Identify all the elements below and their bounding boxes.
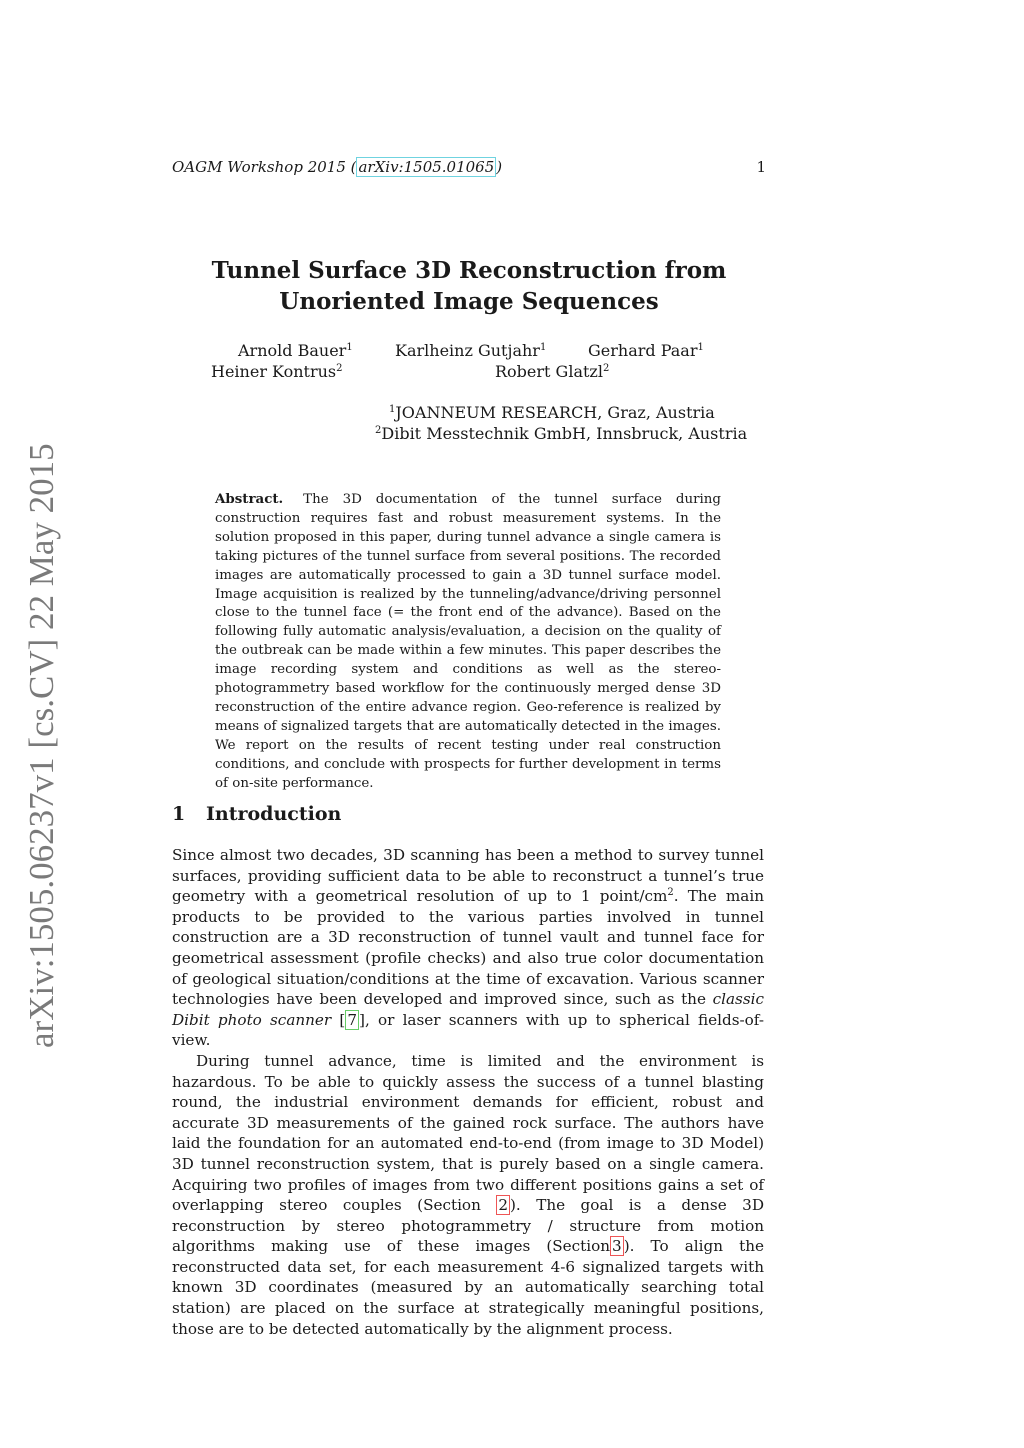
venue-text: OAGM Workshop 2015 ( xyxy=(172,158,357,176)
introduction-body xyxy=(172,845,764,1339)
abstract xyxy=(215,490,721,794)
title-line-1: Tunnel Surface 3D Reconstruction from xyxy=(211,257,727,284)
section-ref-link[interactable]: 2 xyxy=(498,1196,508,1215)
affiliation-1: $^1$JOANNEUM RESEARCH, Graz, Austria xyxy=(389,403,715,422)
author: Gerhard Paar$^1$ xyxy=(588,341,704,360)
arxiv-link[interactable]: arXiv:1505.01065 xyxy=(358,158,495,176)
author: Heiner Kontrus$^2$ xyxy=(211,362,343,381)
section-title: Introduction xyxy=(206,803,342,825)
title-line-2: Unoriented Image Sequences xyxy=(279,288,659,315)
paragraph-1: Since almost two decades, 3D scanning has been a method to survey tunnel surfaces, providing sufficient data to be able to reconstruct a tunnel’s true geometry with a geometrical resolution of up to 1 point/$cm^2$. The main products to be provided to the various parties involved in tunnel construction are a 3D reconstruction of tunnel vault and tunnel face for geometrical assessment (profile checks) and also true color documentation of geological situation/conditions at the time of excavation. Various scanner technologies have been developed and improved since, such as the classic Dibit photo scanner [ 7 ], or laser scanners with up to spherical fields-of-view. xyxy=(172,846,764,1050)
abstract-text: The 3D documentation of the tunnel surface during construction requires fast and robust measurement systems. In the solution proposed in this paper, during tunnel advance a single camera is taking pictures of the tunnel surface from several positions. The recorded images are automatically processed to gain a 3D tunnel surface model. Image acquisition is realized by the tunneling/advance/driving personnel close to the tunnel face (= the front end of the advance). Based on the following fully automatic analysis/evaluation, a decision on the quality of the outbreak can be made within a few minutes. This paper describes the image recording system and conditions as well as the stereo-photogrammetry based workflow for the continuously merged dense 3D reconstruction of the entire advance region. Geo-reference is realized by means of signalized targets that are automatically detected in the images. We report on the results of recent testing under real construction conditions, and conclude with prospects for further development in terms of on-site performance. xyxy=(215,492,721,791)
section-ref-link[interactable]: 3 xyxy=(612,1237,622,1256)
section-heading xyxy=(172,803,341,825)
page-number: 1 xyxy=(756,158,766,176)
italic-term: classic Dibit photo scanner xyxy=(172,990,764,1029)
author: Karlheinz Gutjahr$^1$ xyxy=(395,341,547,360)
section-number: 1 xyxy=(172,803,186,825)
arxiv-side-identifier: arXiv:1505.06237v1 [cs.CV] 22 May 2015 xyxy=(22,443,61,1048)
author: Arnold Bauer$^1$ xyxy=(238,341,353,360)
running-header xyxy=(172,158,766,176)
paragraph-2: During tunnel advance, time is limited and the environment is hazardous. To be able to quickly assess the success of a tunnel blasting round, the industrial environment demands for efficient, robust and accurate 3D measurements of the gained rock surface. The authors have laid the foundation for an automated end-to-end (from image to 3D Model) 3D tunnel reconstruction system, that is purely based on a single camera. Acquiring two profiles of images from two different positions gains a set of overlapping stereo couples (Section 2 ). The goal is a dense 3D reconstruction by stereo photogrammetry / structure from motion algorithms making use of these images (Section 3 ). To align the reconstructed data set, for each measurement 4-6 signalized targets with known 3D coordinates (measured by an automatically searching total station) are placed on the surface at strategically meaningful positions, those are to be detected automatically by the alignment process. xyxy=(172,1051,764,1338)
paper-title xyxy=(172,255,766,317)
citation-link[interactable]: 7 xyxy=(347,1010,357,1029)
abstract-label: Abstract. xyxy=(215,491,284,507)
affiliation-2: $^2$Dibit Messtechnik GmbH, Innsbruck, Austria xyxy=(375,424,748,443)
author: Robert Glatzl$^2$ xyxy=(495,362,610,381)
venue-close: ) xyxy=(496,158,503,176)
